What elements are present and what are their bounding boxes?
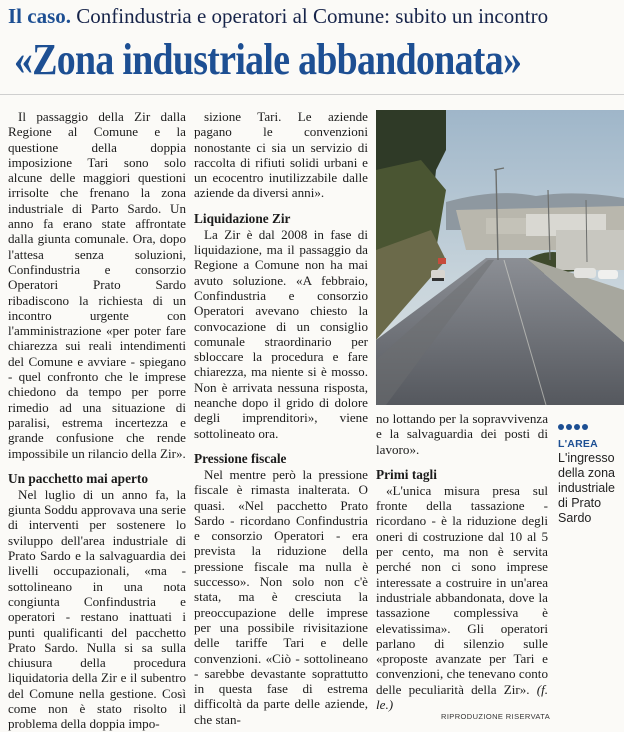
article-column-3 [376,411,548,711]
article-kicker [8,2,618,30]
dot-icon [582,424,588,430]
paragraph: Il passaggio della Zir dalla Regione al Comune e la questione della doppia imposizione Tari sono solo alcune delle maggiori questioni irrisolte che frenano la zona industriale di Parto Sardo. Un anno fa erano state affrontate dalla giunta comunale. Ora, dopo l'attesa senza soluzioni, Confindustria e consorzio Operatori Prato Sardo ribadiscono la richiesta di un incontro urgente con l'amministrazione «per poter fare chiarezza sui reali intendimenti del Comune e avviare - spiegano - quel confronto che le imprese chiedono da tempo per porre rimedio ad una situazione di paralisi, estrema incertezza e grande confusione che rende impossibile un rilancio della Zir». [8,109,186,461]
paragraph: Nel luglio di un anno fa, la giunta Soddu approvava una serie di interventi per sostenere lo sviluppo dell'area industriale di Prato Sardo e la salvaguardia dei livelli occupazionali, «ma - sottolineano in una nota congiunta Confindustria e operatori - restano inattuati i punti qualificanti del pacchetto Prato Sardo. Nulla si sa sulla chiusura della procedura liquidatoria della Zir e il subentro del Comune nella gestione. Così come non è stato risolto il problema della doppia impo- [8,486,186,732]
article-column-1 [8,109,186,732]
caption-text: L'ingresso della zona industriale di Prato Sardo [558,451,615,525]
paragraph: no lottando per la sopravvivenza e la salvaguardia dei posti di lavoro». [376,411,548,457]
dot-icon [574,424,580,430]
article-column-2 [194,109,368,727]
dot-icon [566,424,572,430]
paragraph: Nel mentre però la pressione fiscale è rimasta inalterata. O quasi. «Nel pacchetto Prato Sardo - ricordano Confindustria e consorzio Operatori - era prevista la riduzione della pressione fiscale ma nulla è successo». Non solo non c'è stata, ma è cresciuta la preoccupazione delle imprese per una possibile rivisitazione delle tariffe Tari e delle convenzioni. «Ciò - sottolineano - sarebbe devastante soprattutto in questa fase di estrema difficoltà da parte delle aziende, che stan- [194,466,368,727]
header-divider [0,94,624,95]
byline: (f. le.) [376,681,548,713]
article-headline: «Zona industriale abbandonata» [14,35,522,84]
paragraph: La Zir è dal 2008 in fase di liquidazione, ma il passaggio da Regione a Comune non ha mai avuto soluzione. «A febbraio, Confindustria e consorzio Operatori avevano chiesto la convocazione di un consiglio comunale straordinario per sbloccare la procedura e fare chiarezza, ma niente si è mosso. Non è arrivata nessuna risposta, neanche dopo il grido di dolore degli imprenditori», viene sottolineato ora. [194,226,368,441]
paragraph: sizione Tari. Le aziende pagano le convenzioni nonostante ci sia un servizio di raccolta di rifiuti solidi urbani e un ecocentro inutilizzabile dalle aziende da diversi anni». [194,109,368,201]
copyright-notice: RIPRODUZIONE RISERVATA [441,712,551,721]
paragraph-text: «L'unica misura presa sul fronte della tassazione - ricordano - è la riduzione degli oneri di costruzione dal 10 al 5 per cento, ma non è servita perché non ci sono imprese interessate a costruire in un'area industriale abbandonata, dove la tassazione complessiva è elevatissima». Gli operatori parlano di silenzio sulle «proposte avanzate per Tari e convenzioni, che tenevano conto delle peculiarità della Zir». [376,482,548,697]
subheading: Pressione fiscale [194,450,287,466]
paragraph [376,483,548,712]
caption-label: L'AREA [558,438,598,450]
subheading: Liquidazione Zir [194,210,291,226]
subheading: Un pacchetto mai aperto [8,470,148,486]
industrial-zone-photo [376,110,624,405]
photo-caption [558,424,624,526]
subheading: Primi tagli [376,466,437,482]
dot-icon [558,424,564,430]
category-label: Il caso. [8,4,71,28]
caption-dots-decoration [558,424,624,430]
kicker-text: Confindustria e operatori al Comune: subito un incontro [76,4,549,28]
